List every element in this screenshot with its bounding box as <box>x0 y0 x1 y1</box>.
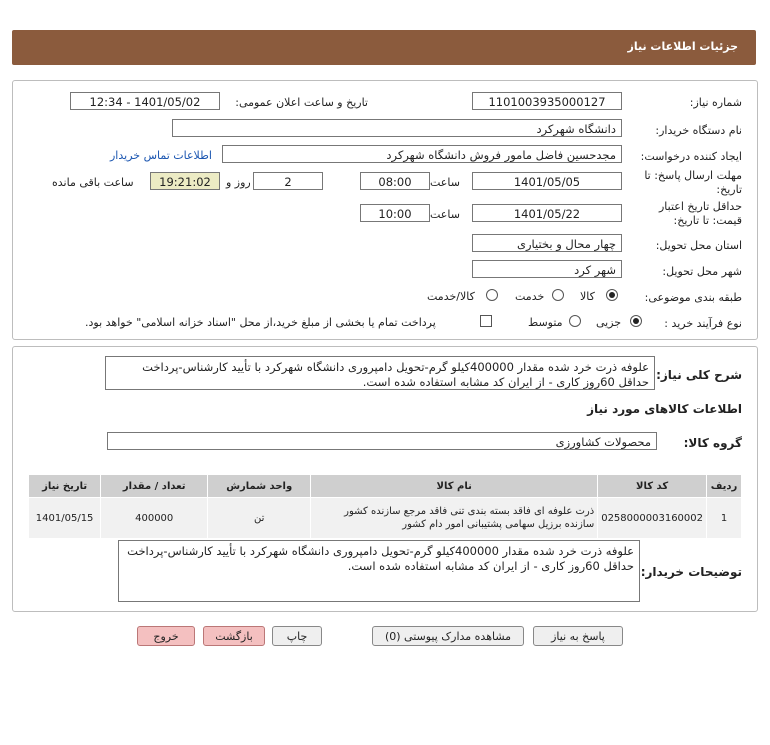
category-radio-goods-service[interactable] <box>486 289 498 301</box>
col-row: ردیف <box>707 475 742 498</box>
col-code: کد کالا <box>598 475 707 498</box>
treasury-checkbox[interactable] <box>480 315 492 327</box>
need-number-field: 1101003935000127 <box>472 92 622 110</box>
deadline-date-field: 1401/05/05 <box>472 172 622 190</box>
col-date: تاریخ نیاز <box>29 475 101 498</box>
respond-button[interactable]: پاسخ به نیاز <box>533 626 623 646</box>
category-label: طبقه بندی موضوعی: <box>644 291 742 304</box>
category-option-goods: کالا <box>580 290 595 303</box>
cell-row: 1 <box>707 498 742 539</box>
days-label: روز و <box>226 176 251 189</box>
remaining-time-field: 19:21:02 <box>150 172 220 190</box>
city-label: شهر محل تحویل: <box>662 265 742 278</box>
days-field: 2 <box>253 172 323 190</box>
back-button[interactable]: بازگشت <box>203 626 265 646</box>
deadline-label-2: تاریخ: <box>716 183 742 196</box>
cell-code: 0258000003160002 <box>598 498 707 539</box>
deadline-time-field: 08:00 <box>360 172 430 190</box>
summary-label: شرح کلی نیاز: <box>656 368 742 382</box>
remaining-label: ساعت باقی مانده <box>52 176 134 189</box>
goods-group-label: گروه کالا: <box>683 436 742 450</box>
need-number-label: شماره نیاز: <box>689 96 742 109</box>
cell-unit: تن <box>208 498 311 539</box>
process-radio-medium[interactable] <box>569 315 581 327</box>
page-title: جزئیات اطلاعات نیاز <box>627 40 738 53</box>
process-option-medium: متوسط <box>528 316 563 329</box>
print-button[interactable]: چاپ <box>272 626 322 646</box>
goods-info-title: اطلاعات کالاهای مورد نیاز <box>587 402 742 416</box>
category-option-service: خدمت <box>515 290 545 303</box>
city-field: شهر کرد <box>472 260 622 278</box>
view-documents-button[interactable]: مشاهده مدارک پیوستی (0) <box>372 626 524 646</box>
province-field: چهار محال و بختیاری <box>472 234 622 252</box>
validity-label-1: حداقل تاریخ اعتبار <box>658 200 742 213</box>
buyer-notes-box: علوفه ذرت خرد شده مقدار 400000کیلو گرم-تحویل دامپروری دانشگاه شهرکرد با تأیید کارشناس-پرداخت حداقل 60روز کاری - از ایران کد مشابه استفاده شده است. <box>118 540 640 602</box>
process-label: نوع فرآیند خرید : <box>664 317 742 330</box>
province-label: استان محل تحویل: <box>655 239 742 252</box>
announce-label: تاریخ و ساعت اعلان عمومی: <box>235 96 368 109</box>
summary-box: علوفه ذرت خرد شده مقدار 400000کیلو گرم-تحویل دامپروری دانشگاه شهرکرد با تأیید کارشناس-پرداخت حداقل 60روز کاری - از ایران کد مشابه استفاده شده است. <box>105 356 655 390</box>
validity-time-label: ساعت <box>430 208 460 221</box>
validity-time-field: 10:00 <box>360 204 430 222</box>
creator-label: ایجاد کننده درخواست: <box>640 150 742 163</box>
category-option-goods-service: کالا/خدمت <box>427 290 475 303</box>
announce-field: 1401/05/02 - 12:34 <box>70 92 220 110</box>
validity-label-2: قیمت: تا تاریخ: <box>673 214 742 227</box>
cell-date: 1401/05/15 <box>29 498 101 539</box>
header-bar <box>12 30 756 65</box>
cell-qty: 400000 <box>101 498 208 539</box>
table-header-row <box>29 475 742 498</box>
buyer-contact-link[interactable]: اطلاعات تماس خریدار <box>110 149 212 162</box>
table-row <box>29 498 742 539</box>
category-radio-service[interactable] <box>552 289 564 301</box>
validity-date-field: 1401/05/22 <box>472 204 622 222</box>
category-radio-goods[interactable] <box>606 289 618 301</box>
col-name: نام کالا <box>311 475 598 498</box>
deadline-label-1: مهلت ارسال پاسخ: تا <box>644 169 742 182</box>
creator-field: مجدحسین فاضل مامور فروش دانشگاه شهرکرد <box>222 145 622 163</box>
exit-button[interactable]: خروج <box>137 626 195 646</box>
buyer-org-field: دانشگاه شهرکرد <box>172 119 622 137</box>
goods-group-field: محصولات کشاورزی <box>107 432 657 450</box>
buyer-notes-label: توضیحات خریدار: <box>640 565 742 579</box>
deadline-time-label: ساعت <box>430 176 460 189</box>
cell-name: ذرت علوفه ای فاقد بسته بندی تنی فاقد مرجع سازنده کشور سازنده برزیل سهامی پشتیبانی امور دام کشور <box>311 498 598 539</box>
process-option-minor: جزیی <box>596 316 622 329</box>
buyer-org-label: نام دستگاه خریدار: <box>655 124 742 137</box>
payment-note: پرداخت تمام یا بخشی از مبلغ خرید،از محل "اسناد خزانه اسلامی" خواهد بود. <box>85 316 436 329</box>
col-qty: تعداد / مقدار <box>101 475 208 498</box>
col-unit: واحد شمارش <box>208 475 311 498</box>
process-radio-minor[interactable] <box>630 315 642 327</box>
goods-table <box>28 474 742 539</box>
